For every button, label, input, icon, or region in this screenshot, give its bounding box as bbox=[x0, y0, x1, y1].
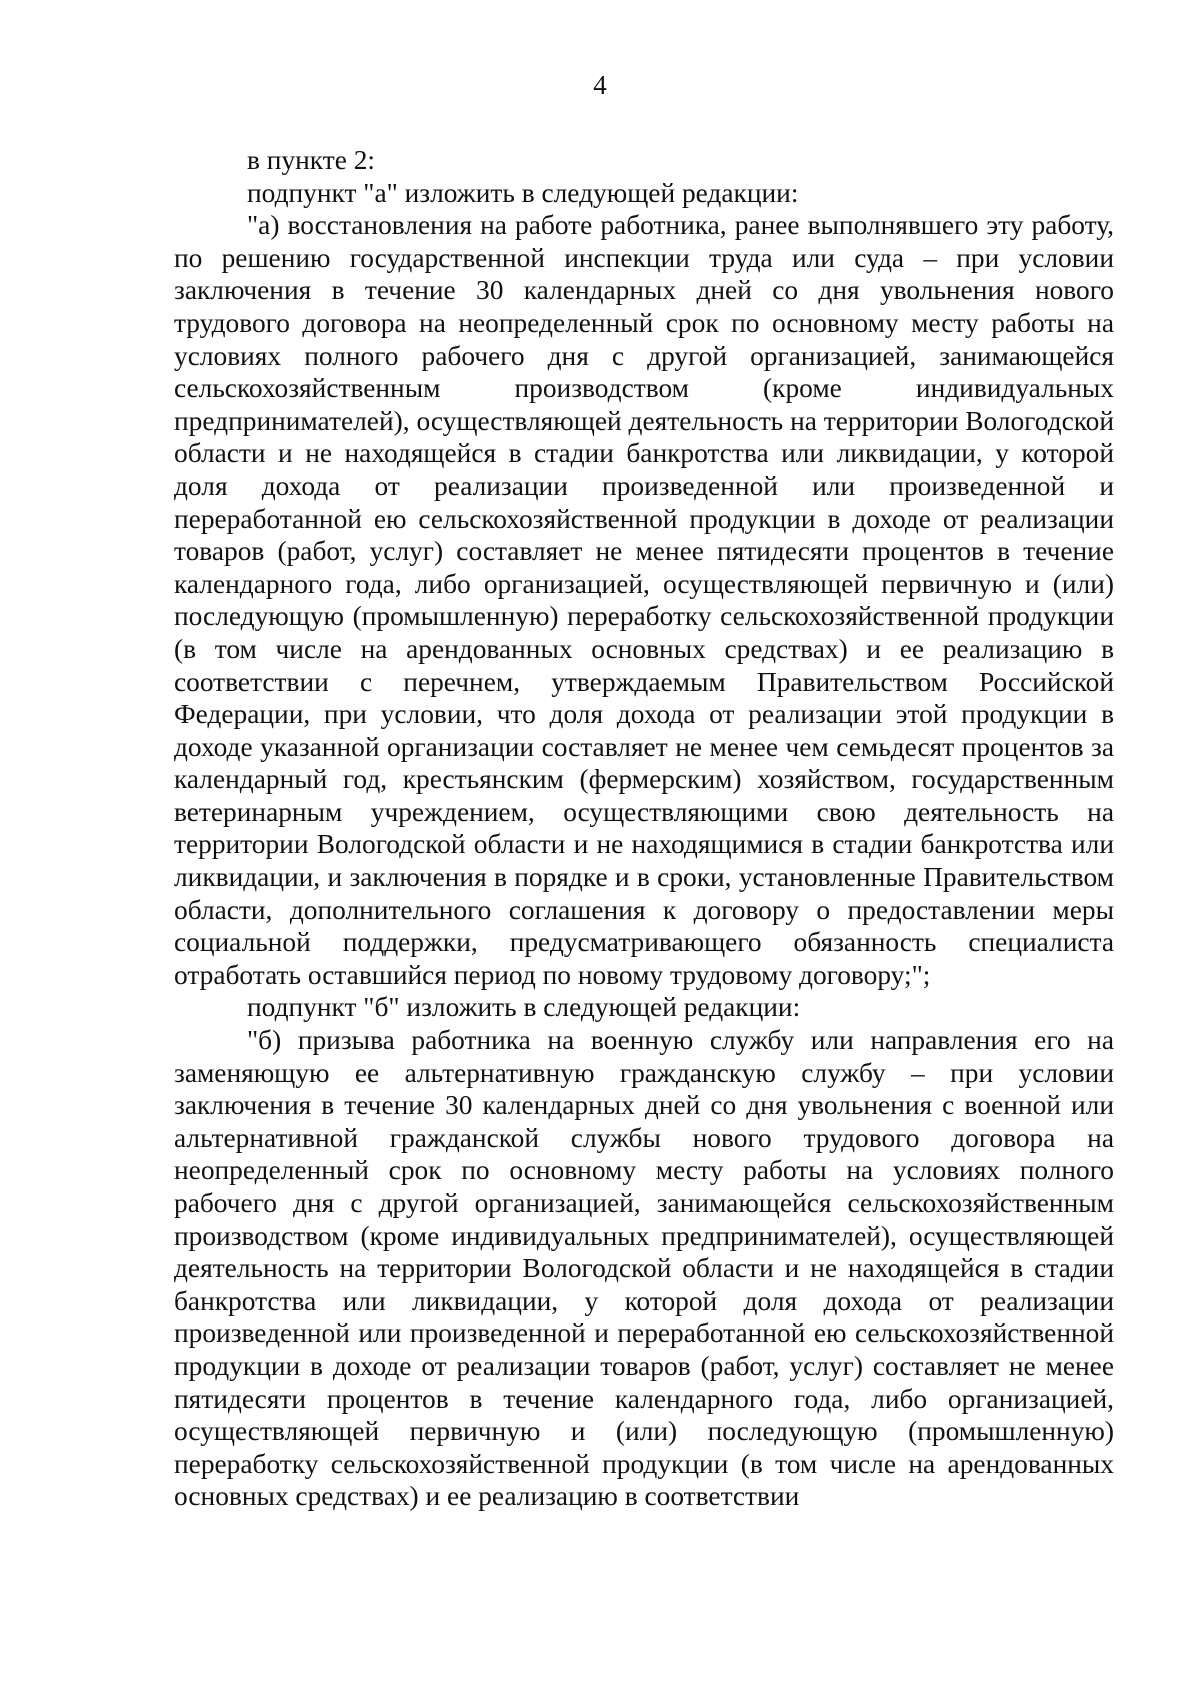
paragraph-subclause-b-heading: подпункт "б" изложить в следующей редакции: bbox=[247, 992, 801, 1023]
paragraph-subclause-a-text: "а) восстановления на работе работника, ранее выполнявшего эту работу, по решению государственной инспекции труда или суда – при условии заключения в течение 30 календарных дней со дня увольнения нового трудового договора на неопределенный срок по основному месту работы на условиях полного рабочего дня с другой организацией, занимающейся сельскохозяйственным производством (кроме индивидуальных предпринимателей), осуществляющей деятельность на территории Вологодской области и не находящейся в стадии банкротства или ликвидации, у которой доля дохода от реализации произведенной или произведенной и переработанной ею сельскохозяйственной продукции в доходе от реализации товаров (работ, услуг) составляет не менее пятидесяти процентов в течение календарного года, либо организацией, осуществляющей первичную и (или) последующую (промышленную) переработку сельскохозяйственной продукции (в том числе на арендованных основных средствах) и ее реализацию в соответствии с перечнем, утверждаемым Правительством Российской Федерации, при условии, что доля дохода от реализации этой продукции в доходе указанной организации составляет не менее чем семьдесят процентов за календарный год, крестьянским (фермерским) хозяйством, государственным ветеринарным учреждением, осуществляющими свою деятельность на территории Вологодской области и не находящимися в стадии банкротства или ликвидации, и заключения в порядке и в сроки, установленные Правительством области, дополнительного соглашения к договору о предоставлении меры социальной поддержки, предусматривающего обязанность специалиста отработать оставшийся период по новому трудовому договору;"; bbox=[174, 210, 1114, 990]
paragraph-subclause-a-heading: подпункт "а" изложить в следующей редакции: bbox=[247, 177, 799, 208]
page-number: 4 bbox=[593, 70, 607, 100]
paragraph-subclause-b-text: "б) призыва работника на военную службу или направления его на заменяющую ее альтернативную гражданскую службу – при условии заключения в течение 30 календарных дней со дня увольнения с военной или альтернативной гражданской службы нового трудового договора на неопределенный срок по основному месту работы на условиях полного рабочего дня с другой организацией, занимающейся сельскохозяйственным производством (кроме индивидуальных предпринимателей), осуществляющей деятельность на территории Вологодской области и не находящейся в стадии банкротства или ликвидации, у которой доля дохода от реализации произведенной или произведенной и переработанной ею сельскохозяйственной продукции в доходе от реализации товаров (работ, услуг) составляет не менее пятидесяти процентов в течение календарного года, либо организацией, осуществляющей первичную и (или) последующую (промышленную) переработку сельскохозяйственной продукции (в том числе на арендованных основных средствах) и ее реализацию в соответствии bbox=[174, 1025, 1114, 1512]
document-body bbox=[174, 144, 1114, 1513]
paragraph-clause-intro: в пункте 2: bbox=[247, 145, 376, 175]
